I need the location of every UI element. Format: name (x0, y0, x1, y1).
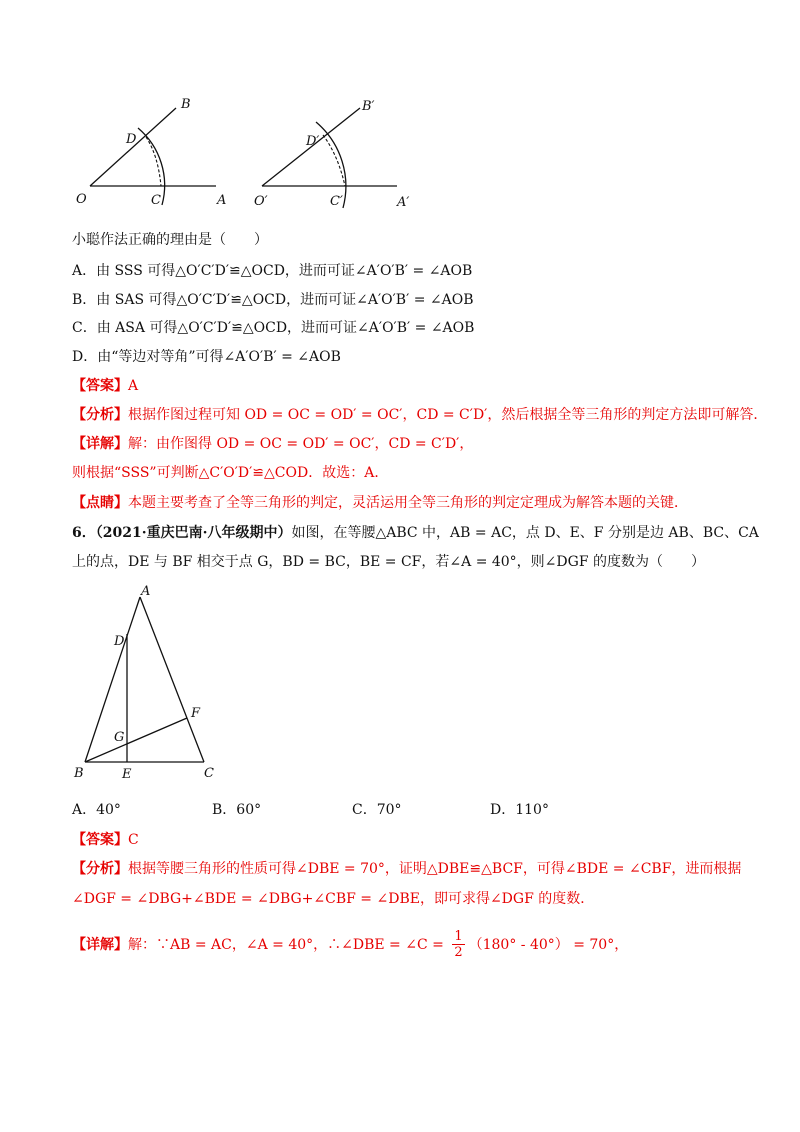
answer-label: 【答案】 (72, 378, 128, 394)
detail-label: 【详解】 (72, 436, 128, 452)
figure-constructed-angle (254, 99, 409, 210)
triangle-figure (0, 580, 260, 790)
q6-number: 6． (72, 525, 96, 541)
analysis-label: 【分析】 (72, 407, 128, 423)
label-d-prime: D′ (306, 134, 320, 149)
label-a-prime: A′ (397, 195, 410, 210)
side-ac (140, 597, 204, 762)
detail-text-before: 解：∵AB = AC，∠A = 40°，∴∠DBE = ∠C = (128, 937, 449, 953)
detail-text-after: （180° - 40°） = 70°， (468, 937, 629, 953)
dashed-arc-cd (146, 137, 161, 186)
detail-text: 解：由作图得 OD = OC = OD′ = OC′，CD = C′D′， (128, 436, 474, 452)
q6-option-b: B．60° (212, 802, 262, 818)
q6-option-c: C．70° (352, 802, 402, 818)
segment-bf (85, 718, 187, 762)
ray-ob (90, 108, 176, 186)
answer-value: A (128, 378, 139, 394)
q5-detail (72, 434, 473, 454)
analysis-label: 【分析】 (72, 861, 128, 877)
side-ab (85, 597, 140, 762)
q6-stem-line1 (72, 523, 759, 543)
fraction-denominator: 2 (454, 944, 463, 960)
label-f: F (191, 706, 201, 721)
q6-analysis (72, 859, 741, 879)
label-g: G (114, 730, 125, 745)
q5-option-a: A．由 SSS 可得△O′C′D′≌△OCD，进而可证∠A′O′B′ = ∠AOB (72, 263, 473, 279)
label-c: C (204, 766, 214, 781)
comment-text: 本题主要考查了全等三角形的判定，灵活运用全等三角形的判定定理成为解答本题的关键． (128, 495, 688, 511)
q6-option-d: D．110° (490, 802, 549, 818)
label-o-prime: O′ (254, 194, 268, 209)
q5-prompt: 小聪作法正确的理由是（ ） (72, 232, 268, 248)
q6-detail (72, 928, 628, 962)
label-b-prime: B′ (362, 99, 375, 114)
comment-label: 【点睛】 (72, 495, 128, 511)
q5-detail-line2: 则根据“SSS”可判断△C′O′D′≌△COD．故选：A． (72, 465, 389, 481)
analysis-text: 根据等腰三角形的性质可得∠DBE = 70°，证明△DBE≌△BCF，可得∠BDE = ∠CBF，进而根据 (128, 861, 742, 877)
label-d: D (126, 132, 137, 147)
q6-analysis-line2: ∠DGF = ∠DBG+∠BDE = ∠DBG+∠CBF = ∠DBE，即可求得∠DGF 的度数． (72, 891, 595, 907)
analysis-text: 根据作图过程可知 OD = OC = OD′ = OC′，CD = C′D′，然后根据全等三角形的判定方法即可解答． (128, 407, 768, 423)
q6-answer (72, 830, 139, 850)
label-e: E (122, 767, 132, 782)
q6-source: （2021·重庆巴南·八年级期中） (95, 525, 292, 541)
construction-figures (0, 0, 800, 220)
label-b: B (74, 766, 84, 781)
answer-value: C (128, 832, 139, 848)
label-o: O (76, 192, 87, 207)
label-b: B (181, 97, 191, 112)
fraction-one-half (452, 929, 464, 960)
label-a: A (141, 584, 151, 599)
q5-analysis (72, 405, 767, 425)
answer-label: 【答案】 (72, 832, 128, 848)
label-d: D (114, 634, 125, 649)
q5-answer (72, 376, 138, 396)
q5-option-b: B．由 SAS 可得△O′C′D′≌△OCD，进而可证∠A′O′B′ = ∠AOB (72, 292, 474, 308)
q6-stem-line2: 上的点，DE 与 BF 相交于点 G，BD = BC，BE = CF，若∠A = 40°，则∠DGF 的度数为（ ） (72, 554, 705, 570)
q6-option-a: A．40° (72, 802, 121, 818)
q5-option-c: C．由 ASA 可得△O′C′D′≌△OCD，进而可证∠A′O′B′ = ∠AOB (72, 320, 475, 336)
label-c: C (151, 193, 161, 208)
q6-stem-text: 如图，在等腰△ABC 中，AB = AC，点 D、E、F 分别是边 AB、BC、CA (291, 525, 759, 541)
label-a: A (217, 193, 227, 208)
figure-original-angle (76, 97, 226, 208)
q5-comment (72, 493, 688, 513)
detail-label: 【详解】 (72, 937, 128, 953)
fraction-numerator: 1 (454, 928, 463, 944)
label-c-prime: C′ (330, 194, 343, 209)
q5-option-d: D．由“等边对等角”可得∠A′O′B′ = ∠AOB (72, 349, 341, 365)
